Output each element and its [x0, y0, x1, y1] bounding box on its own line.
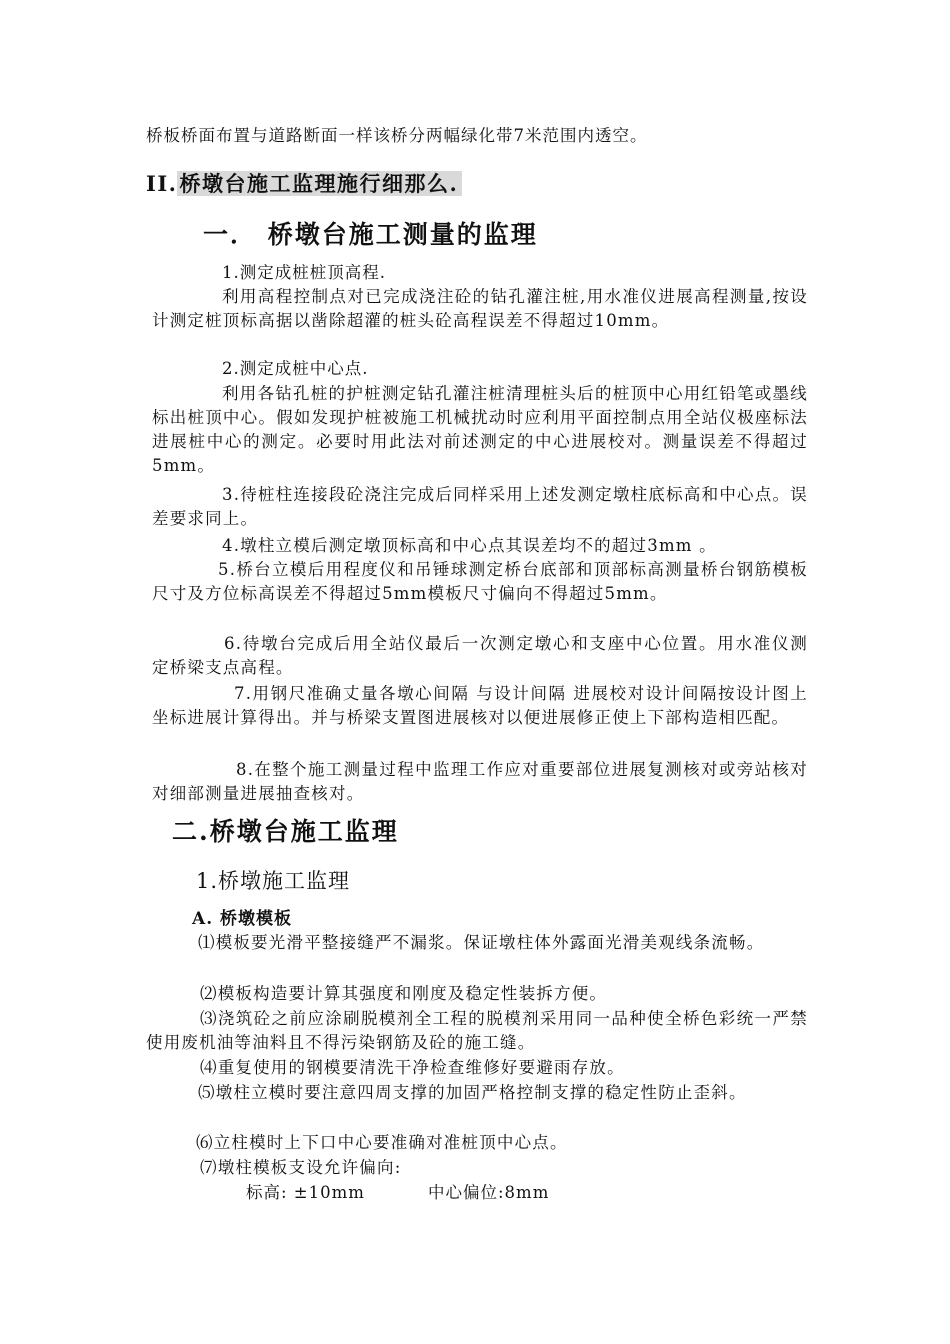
- item6: 6.待墩台完成后用全站仪最后一次测定墩心和支座中心位置。用水准仪测定桥梁支点高程。: [152, 634, 808, 677]
- item3: 3.待桩柱连接段砼浇注完成后同样采用上述发测定墩柱底标高和中心点。误差要求同上。: [152, 485, 808, 528]
- para-7: ⑺墩柱模板支设允许偏向:: [200, 1158, 402, 1177]
- para-1: ⑴模板要光滑平整接缝严不漏浆。保证墩柱体外露面光滑美观线条流畅。: [198, 933, 765, 952]
- part1-heading: 一． 桥墩台施工测量的监理: [203, 220, 538, 249]
- item8: 8.在整个施工测量过程中监理工作应对重要部位进展复测核对或旁站核对对细部测量进展抽查核对。: [152, 760, 808, 803]
- item5: 5.桥台立模后用程度仪和吊锤球测定桥台底部和顶部标高测量桥台钢筋模板尺寸及方位标高误差不得超过5mm模板尺寸偏向不得超过5mm。: [152, 560, 808, 603]
- para-5: ⑸墩柱立模时要注意四周支撑的加固严格控制支撑的稳定性防止歪斜。: [198, 1083, 747, 1102]
- section-title-text: 桥墩台施工监理施行细那么.: [177, 171, 462, 196]
- item2-title: 2.测定成桩中心点.: [222, 359, 369, 378]
- para-6: ⑹立柱模时上下口中心要准确对准桩顶中心点。: [196, 1133, 568, 1152]
- item1-body: 利用高程控制点对已完成浇注砼的钻孔灌注桩,用水准仪进展高程测量,按设计测定桩顶标高据以凿除超灌的桩头砼高程误差不得超过10mm。: [152, 287, 808, 330]
- part2-sub1: 1.桥墩施工监理: [196, 869, 351, 893]
- section-title: [146, 169, 462, 199]
- item4: 4.墩柱立模后测定墩顶标高和中心点其误差均不的超过3mm 。: [222, 536, 717, 555]
- item7: 7.用钢尺准确丈量各墩心间隔 与设计间隔 进展校对设计间隔按设计图上坐标进展计算得出。并与桥梁支置图进展核对以便进展修正使上下部构造相匹配。: [152, 684, 808, 727]
- part2-subA: A. 桥墩模板: [192, 909, 293, 929]
- intro-line: 桥板桥面布置与道路断面一样该桥分两幅绿化带7米范围内透空。: [146, 126, 648, 145]
- section-number: II.: [146, 171, 178, 196]
- tolerance-elevation: 标高: ±10mm: [246, 1183, 365, 1202]
- para-2: ⑵模板构造要计算其强度和刚度及稳定性装拆方便。: [200, 984, 608, 1003]
- part2-heading: 二.桥墩台施工监理: [172, 817, 399, 846]
- tolerance-center: 中心偏位:8mm: [428, 1183, 550, 1202]
- para-4: ⑷重复使用的钢模要清洗干净检查维修好要避雨存放。: [200, 1058, 625, 1077]
- item1-title: 1.测定成桩桩顶高程.: [222, 263, 386, 282]
- para-3: ⑶浇筑砼之前应涂刷脱模剂全工程的脱模剂采用同一品种使全桥色彩统一严禁使用废机油等油料且不得污染钢筋及砼的施工缝。: [146, 1009, 808, 1052]
- item2-body: 利用各钻孔桩的护桩测定钻孔灌注桩清理桩头后的桩顶中心用红铅笔或墨线标出桩顶中心。假如发现护桩被施工机械扰动时应利用平面控制点用全站仪极座标法进展桩中心的测定。必要时用此法对前述测定的中心进展校对。测量误差不得超过5mm。: [152, 384, 808, 475]
